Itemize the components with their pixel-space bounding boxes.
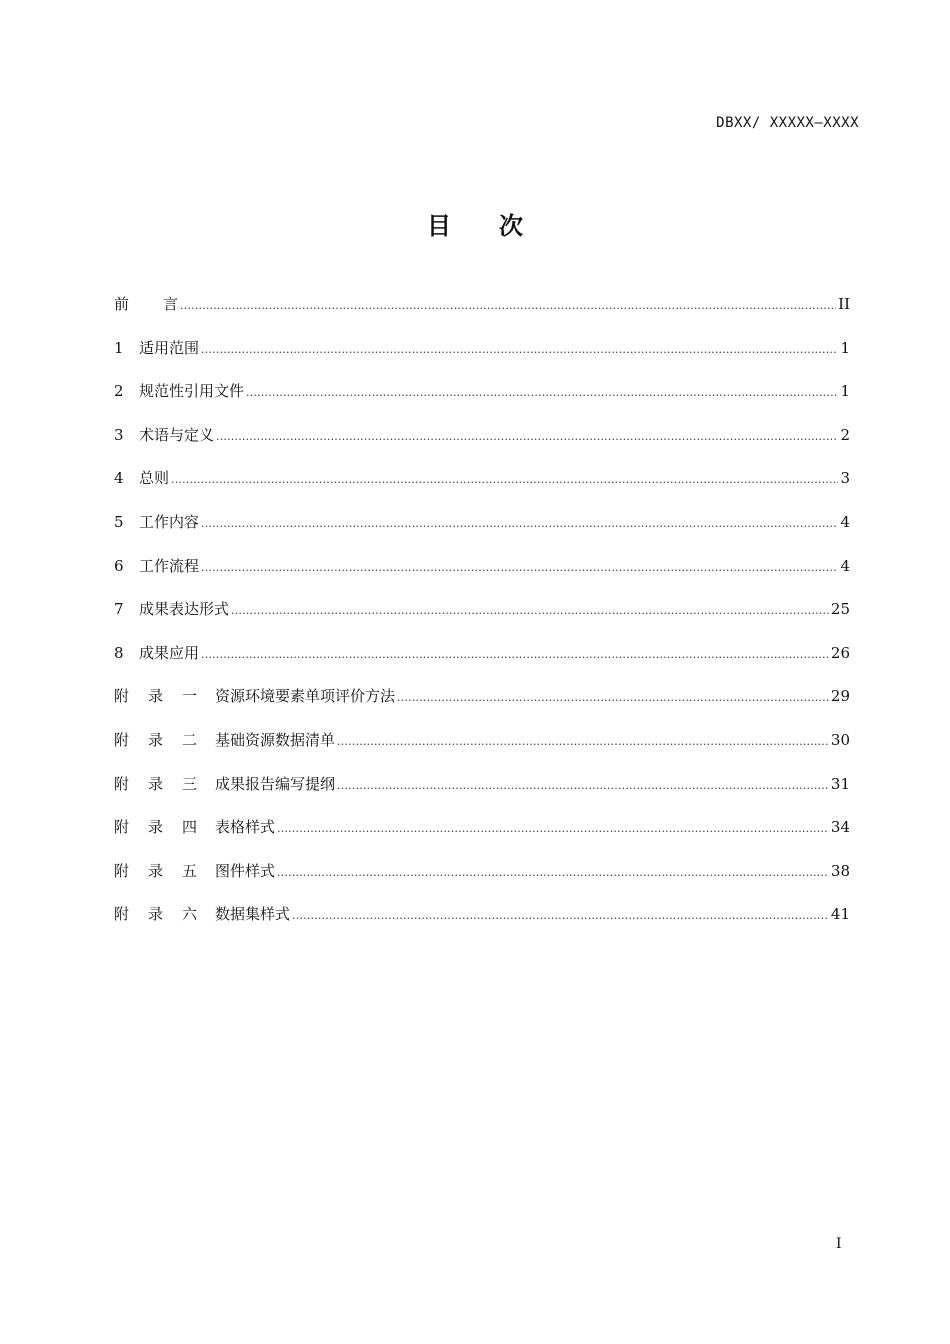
appendix-prefix-char: 附 <box>114 730 130 749</box>
toc-leader-dots <box>277 866 829 879</box>
appendix-prefix-char: 附 <box>114 861 130 880</box>
toc-entry-appendix[interactable] <box>114 816 850 860</box>
toc-entry-label: 资源环境要素单项评价方法 <box>215 687 396 706</box>
toc-entry-appendix[interactable] <box>114 773 850 817</box>
toc-entry-preface[interactable] <box>114 293 850 337</box>
toc-leader-dots <box>171 473 838 486</box>
toc-leader-dots <box>201 343 838 356</box>
appendix-prefix-char: 附 <box>114 905 130 924</box>
toc-section-number: 6 <box>114 556 124 575</box>
toc-entry-label: 工作流程 <box>139 556 200 575</box>
toc-entry-section[interactable] <box>114 380 850 424</box>
table-of-contents <box>114 293 850 947</box>
toc-leader-dots <box>337 735 829 748</box>
toc-page-number: 2 <box>840 425 850 444</box>
toc-entry-section[interactable] <box>114 467 850 511</box>
toc-entry-section[interactable] <box>114 598 850 642</box>
appendix-number: 一 <box>182 687 198 706</box>
appendix-prefix-char: 附 <box>114 818 130 837</box>
toc-entry-label: 规范性引用文件 <box>139 382 245 401</box>
appendix-number: 四 <box>182 818 198 837</box>
toc-leader-dots <box>292 909 829 922</box>
toc-entry-label: 前 言 <box>114 295 179 313</box>
toc-entry-appendix[interactable] <box>114 685 850 729</box>
toc-entry-label: 成果应用 <box>139 643 200 662</box>
toc-section-number: 1 <box>114 338 124 357</box>
toc-section-number: 2 <box>114 382 124 401</box>
toc-page-number: II <box>838 295 850 313</box>
document-code: DBXX/ XXXXX—XXXX <box>716 115 859 131</box>
appendix-number: 三 <box>182 774 198 793</box>
toc-leader-dots <box>216 430 838 443</box>
toc-entry-label: 数据集样式 <box>215 905 291 924</box>
toc-section-number: 8 <box>114 643 124 662</box>
toc-entry-appendix[interactable] <box>114 903 850 947</box>
toc-leader-dots <box>397 691 829 704</box>
toc-leader-dots <box>231 604 829 617</box>
appendix-prefix-char: 录 <box>148 905 164 924</box>
appendix-number: 六 <box>182 905 198 924</box>
title-char-1: 目 <box>427 212 451 240</box>
toc-entry-label: 基础资源数据清单 <box>215 730 336 749</box>
toc-leader-dots <box>180 299 836 312</box>
page-title <box>0 206 950 241</box>
toc-page-number: 1 <box>840 338 850 357</box>
toc-page-number: 4 <box>840 556 850 575</box>
toc-page-number: 41 <box>830 905 850 924</box>
toc-entry-section[interactable] <box>114 642 850 686</box>
toc-section-number: 5 <box>114 512 124 531</box>
toc-entry-label: 图件样式 <box>215 861 276 880</box>
toc-entry-label: 适用范围 <box>139 338 200 357</box>
toc-entry-label: 术语与定义 <box>139 425 215 444</box>
toc-page-number: 3 <box>840 469 850 488</box>
toc-entry-label: 表格样式 <box>215 818 276 837</box>
toc-page-number: 34 <box>830 818 850 837</box>
toc-entry-section[interactable] <box>114 511 850 555</box>
appendix-prefix-char: 录 <box>148 818 164 837</box>
toc-page-number: 25 <box>830 600 850 619</box>
toc-entry-section[interactable] <box>114 337 850 381</box>
appendix-prefix-char: 附 <box>114 687 130 706</box>
toc-entry-appendix[interactable] <box>114 729 850 773</box>
toc-page-number: 1 <box>840 382 850 401</box>
toc-page-number: 29 <box>830 687 850 706</box>
toc-section-number: 4 <box>114 469 124 488</box>
appendix-prefix-char: 录 <box>148 730 164 749</box>
toc-leader-dots <box>337 779 829 792</box>
toc-page-number: 4 <box>840 512 850 531</box>
toc-leader-dots <box>201 648 829 661</box>
toc-entry-appendix[interactable] <box>114 860 850 904</box>
footer-page-number: I <box>836 1236 842 1252</box>
appendix-prefix-char: 录 <box>148 687 164 706</box>
appendix-number: 二 <box>182 730 198 749</box>
toc-entry-label: 成果表达形式 <box>139 600 230 619</box>
toc-leader-dots <box>201 517 838 530</box>
toc-leader-dots <box>277 822 829 835</box>
toc-section-number: 7 <box>114 600 124 619</box>
toc-page-number: 38 <box>830 861 850 880</box>
toc-page-number: 31 <box>830 774 850 793</box>
toc-leader-dots <box>201 561 838 574</box>
toc-entry-label: 工作内容 <box>139 512 200 531</box>
toc-section-number: 3 <box>114 425 124 444</box>
appendix-prefix-char: 附 <box>114 774 130 793</box>
appendix-prefix-char: 录 <box>148 774 164 793</box>
toc-entry-section[interactable] <box>114 424 850 468</box>
toc-entry-label: 总则 <box>139 469 170 488</box>
toc-entry-label: 成果报告编写提纲 <box>215 774 336 793</box>
toc-entry-section[interactable] <box>114 555 850 599</box>
toc-leader-dots <box>246 386 838 399</box>
title-char-2: 次 <box>499 212 523 240</box>
appendix-number: 五 <box>182 861 198 880</box>
toc-page-number: 30 <box>830 730 850 749</box>
toc-page-number: 26 <box>830 643 850 662</box>
appendix-prefix-char: 录 <box>148 861 164 880</box>
